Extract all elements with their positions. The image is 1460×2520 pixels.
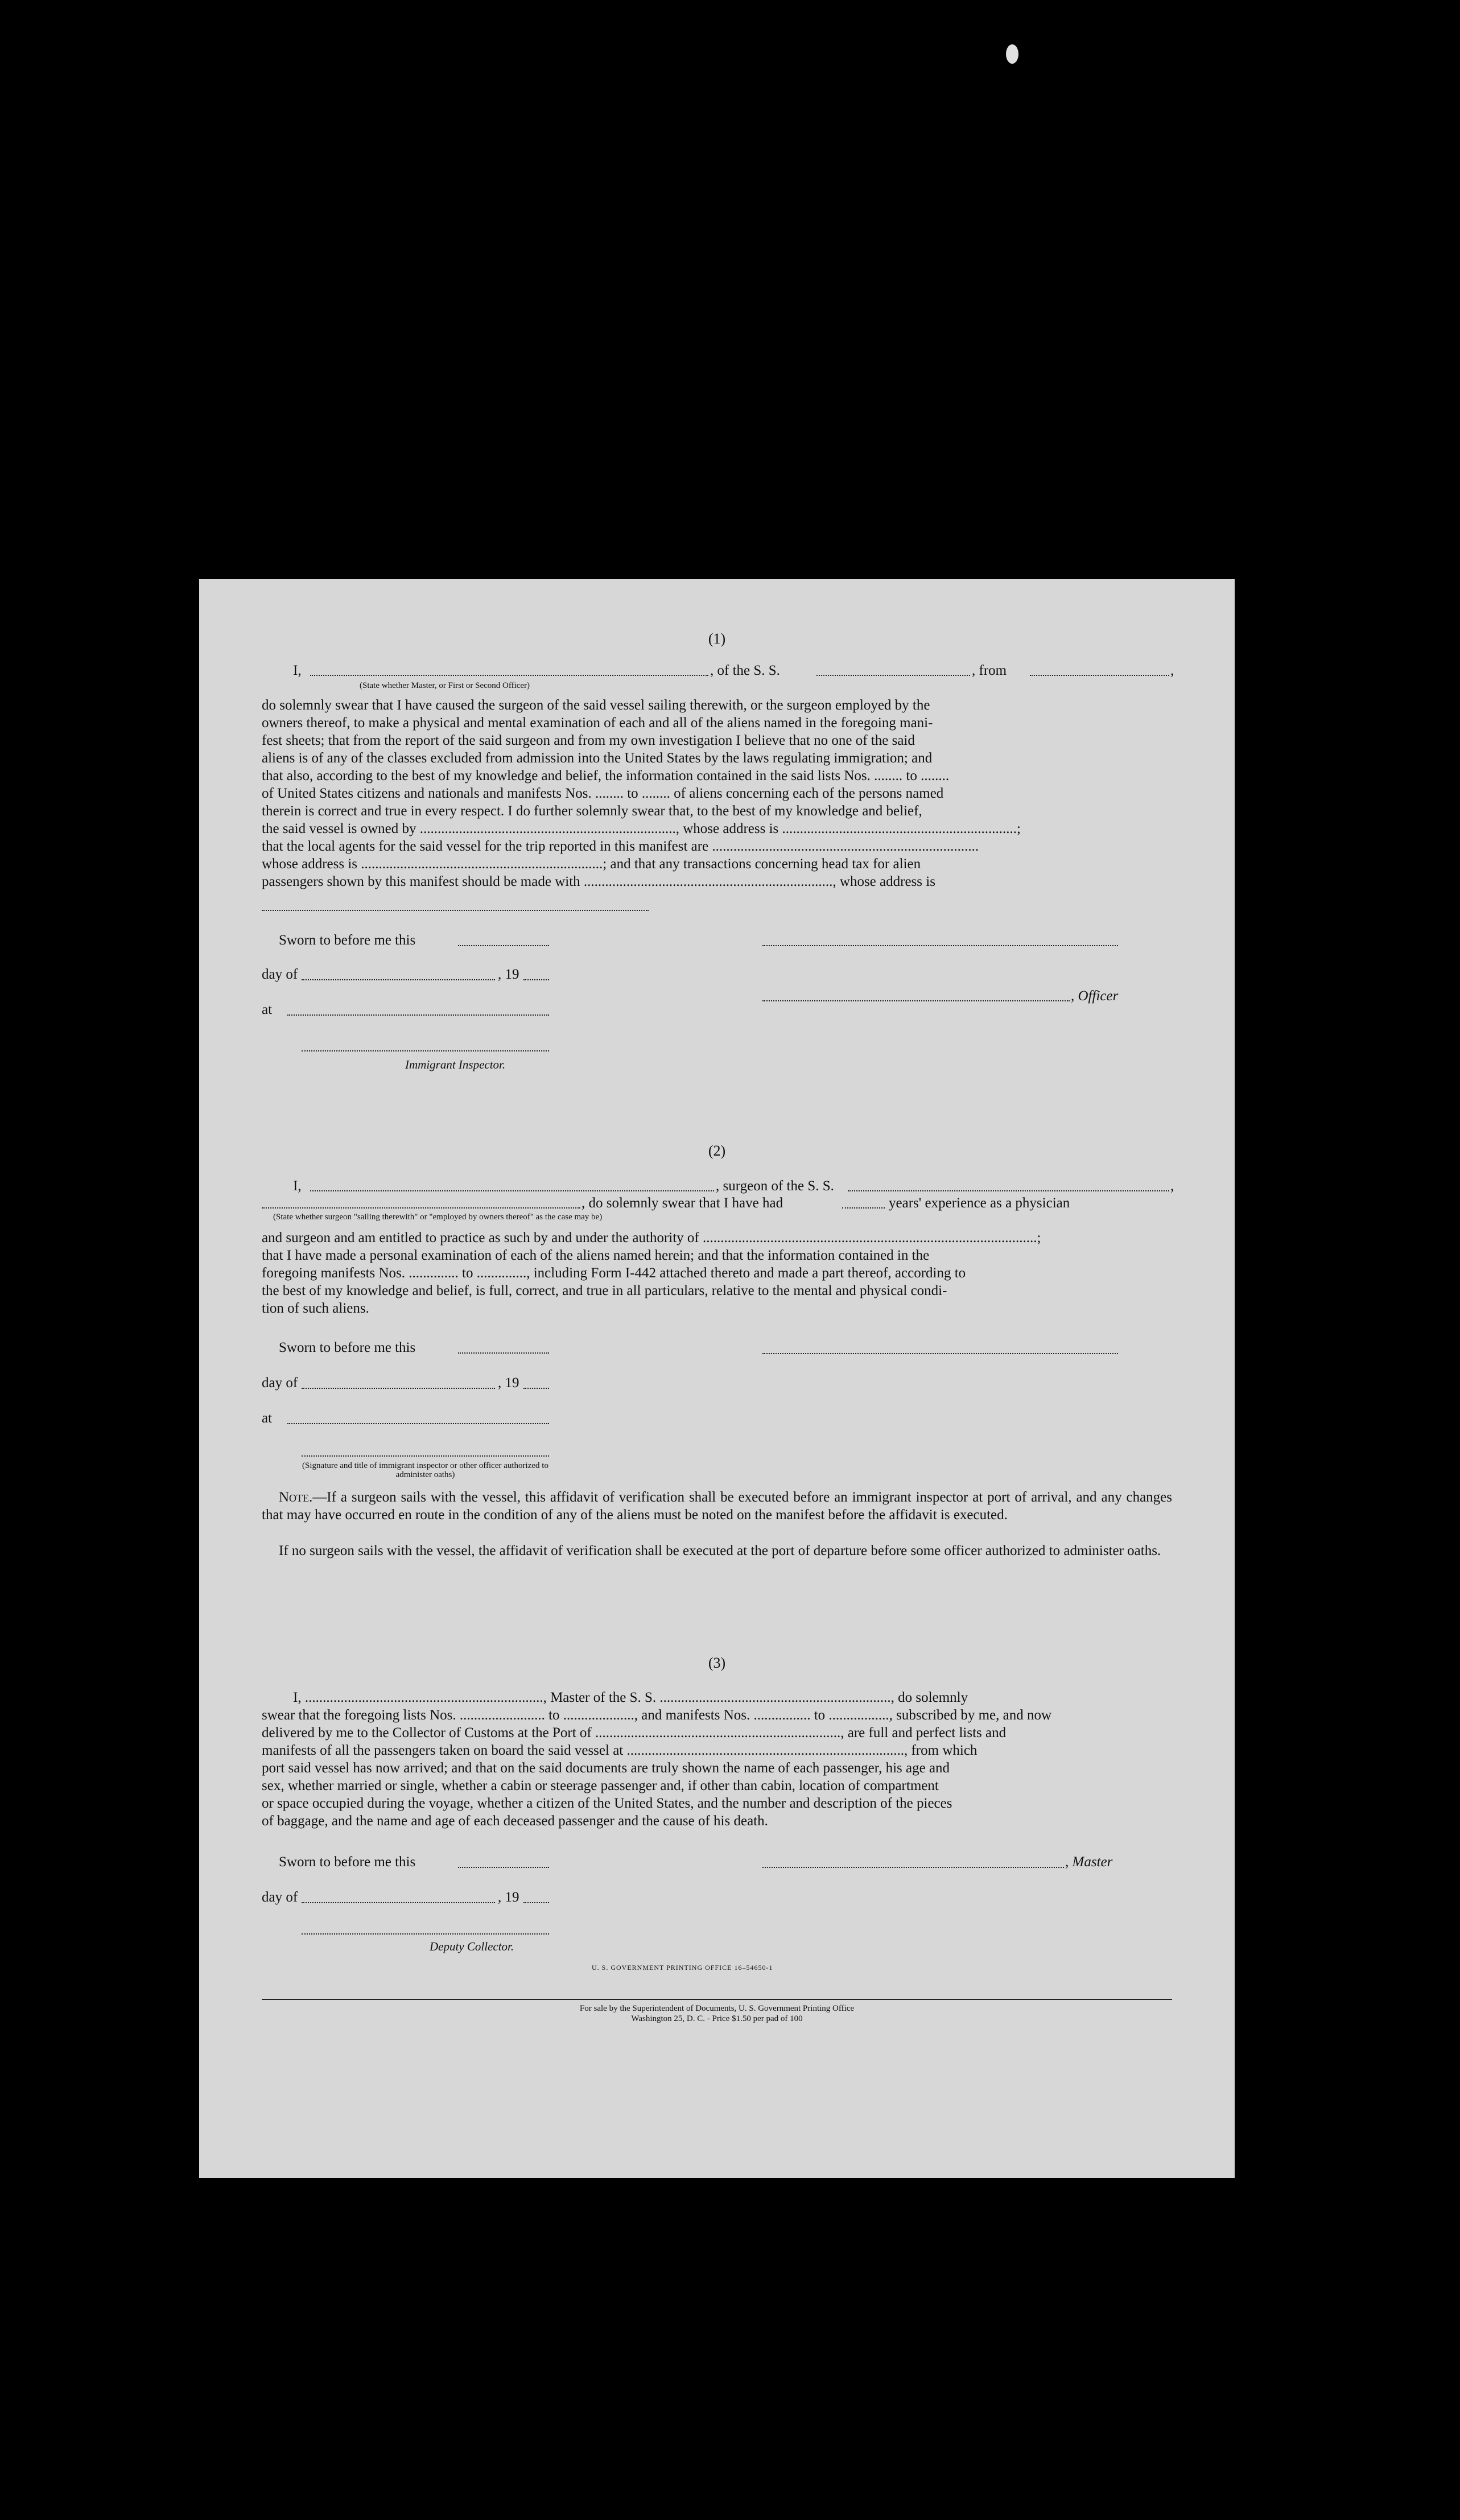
s3-body-line: manifests of all the passengers taken on board the said vessel at .............................................................................., from which [262,1743,978,1758]
s3-year-blank [523,1902,549,1903]
s1-ship-blank [816,675,970,676]
printing-office-mark: U. S. GOVERNMENT PRINTING OFFICE 16–54650-1 [592,1964,773,1972]
s1-year-label: , 19 [498,967,519,982]
s1-body-line: the said vessel is owned by ........................................................................, whose address is ..................................................................; [262,821,1021,836]
s3-master-label: , Master [1065,1854,1113,1870]
section-3-number: (3) [708,1655,726,1671]
s1-from-blank [1030,675,1169,676]
s1-inspector-signature-line [302,1050,549,1051]
s3-sworn-blank [458,1867,549,1868]
s2-sworn-label: Sworn to before me this [279,1340,416,1355]
footer-line-1: For sale by the Superintendent of Documents, U. S. Government Printing Office [579,2004,855,2013]
s2-day-of-label: day of [262,1375,298,1391]
s1-body-line: that also, according to the best of my knowledge and belief, the information contained in the said lists Nos. ........ to ........ [262,768,950,783]
s2-line-end: , [1170,1178,1174,1194]
section-2-number: (2) [708,1143,726,1159]
s1-body-line: of United States citizens and nationals and manifests Nos. ........ to ........ of aliens concerning each of the persons named [262,786,944,801]
s2-note [262,1488,1172,1524]
s3-body [262,1689,1172,1830]
s2-swear-label: , do solemnly swear that I have had [581,1195,783,1211]
s2-i-label: I, [293,1178,302,1194]
s3-body-line: port said vessel has now arrived; and that on the said documents are truly shown the name of each passenger, his age and [262,1760,950,1776]
s1-at-label: at [262,1002,273,1017]
s1-body-line: passengers shown by this manifest should be made with ......................................................................, whose address is [262,874,935,889]
s2-at-blank [287,1423,549,1424]
s2-body-line: that I have made a personal examination of each of the aliens named herein; and that the information contained in the [262,1248,930,1263]
s2-years-blank [842,1207,885,1209]
s1-day-of-label: day of [262,967,298,982]
s3-day-of-label: day of [262,1890,298,1905]
s1-day-blank [302,979,495,980]
s2-at-label: at [262,1410,273,1426]
s1-from-label: , from [972,663,1007,678]
s2-body-line: tion of such aliens. [262,1301,369,1316]
s3-year-label: , 19 [498,1890,519,1905]
s3-body-line: or space occupied during the voyage, whether a citizen of the United States, and the number and description of the pieces [262,1796,952,1811]
s1-body-line: owners thereof, to make a physical and mental examination of each and all of the aliens named in the foregoing mani- [262,715,933,731]
s2-body-line: foregoing manifests Nos. .............. to .............., including Form I-442 attached thereto and made a part thereof, according to [262,1265,966,1281]
s2-day-blank [302,1388,495,1389]
s2-note-label: Note. [279,1490,313,1505]
section-1-number: (1) [708,630,726,647]
s1-officer-signature-line [762,945,1118,946]
s1-at-blank [287,1014,549,1016]
s3-body-line: delivered by me to the Collector of Customs at the Port of ....................................................................., are full and perfect lists and [262,1725,1007,1741]
s2-note-text: —If a surgeon sails with the vessel, this affidavit of verification shall be executed before an immigrant inspector at port of arrival, and any changes that may have occurred en route in the condition of any of the aliens must be noted on the manifest before the affidavit is executed. [262,1490,1172,1523]
s3-master-signature-line [762,1867,1064,1868]
s1-body [262,696,1172,890]
scan-speck [1006,44,1018,64]
s1-body-line: that the local agents for the said vessel for the trip reported in this manifest are ........................................................................... [262,839,979,854]
s1-officer-blank [310,675,708,676]
s1-address-blank [262,910,649,911]
s2-sworn-blank [458,1352,549,1354]
s3-body-line: I, ..................................................................., Master of the S. S. ................................................................., do solemnly [293,1690,968,1705]
s1-body-line: fest sheets; that from the report of the said surgeon and from my own investigation I believe that no one of the said [262,733,915,748]
s3-body-line: swear that the foregoing lists Nos. ........................ to ...................., and manifests Nos. ................ to ................., subscribed by me, and now [262,1708,1052,1723]
s1-i-label: I, [293,663,302,678]
s2-surgeon-signature-line [762,1353,1118,1354]
footer-line-2: Washington 25, D. C. - Price $1.50 per pad of 100 [631,2014,803,2023]
s2-inspector-signature-line [302,1455,549,1457]
s2-year-label: , 19 [498,1375,519,1391]
s2-surgeon-label: , surgeon of the S. S. [716,1178,834,1194]
s1-body-line: therein is correct and true in every respect. I do further solemnly swear that, to the best of my knowledge and belief, [262,803,922,819]
s3-body-line: sex, whether married or single, whether a cabin or steerage passenger and, if other than cabin, location of compartment [262,1778,939,1793]
s1-body-line: aliens is of any of the classes excluded from admission into the United States by the laws regulating immigration; and [262,750,933,766]
s2-ship-blank [848,1190,1169,1191]
s1-officer-label: , Officer [1071,988,1119,1004]
s1-body-line: do solemnly swear that I have caused the surgeon of the said vessel sailing therewith, or the surgeon employed by the [262,698,930,713]
s3-day-blank [302,1902,495,1903]
s3-sworn-label: Sworn to before me this [279,1854,416,1870]
s2-year-blank [523,1388,549,1389]
document-page [199,579,1235,2178]
s2-body [262,1229,1172,1317]
s2-signature-caption: (Signature and title of immigrant inspector or other officer authorized to administer oaths) [302,1461,548,1479]
s2-years-label: years' experience as a physician [889,1195,1070,1211]
s2-caption: (State whether surgeon "sailing therewith" or "employed by owners thereof" as the case may be) [273,1212,603,1222]
s2-status-blank [262,1207,580,1209]
s1-sworn-label: Sworn to before me this [279,933,416,948]
s1-body-line: whose address is ....................................................................; and that any transactions concerning head tax for alien [262,856,921,872]
footer-rule [262,1999,1172,2000]
s1-of-ss-label: , of the S. S. [710,663,780,678]
s1-inspector-label: Immigrant Inspector. [405,1058,506,1071]
s2-note-second: If no surgeon sails with the vessel, the affidavit of verification shall be executed at the port of departure before some officer authorized to administer oaths. [279,1543,1161,1558]
s1-officer-name-line [762,1000,1070,1001]
s3-body-line: of baggage, and the name and age of each deceased passenger and the cause of his death. [262,1813,768,1829]
s2-body-line: the best of my knowledge and belief, is full, correct, and true in all particulars, relative to the mental and physical condi- [262,1283,947,1298]
s1-line-end: , [1170,663,1174,678]
s3-deputy-signature-line [302,1933,549,1935]
s1-year-blank [523,979,549,980]
s1-sworn-blank [458,945,549,946]
s2-name-blank [310,1190,714,1191]
s2-body-line: and surgeon and am entitled to practice as such by and under the authority of ..............................................................................................; [262,1230,1041,1245]
s3-deputy-label: Deputy Collector. [430,1940,514,1953]
s1-caption: (State whether Master, or First or Second Officer) [360,681,530,690]
